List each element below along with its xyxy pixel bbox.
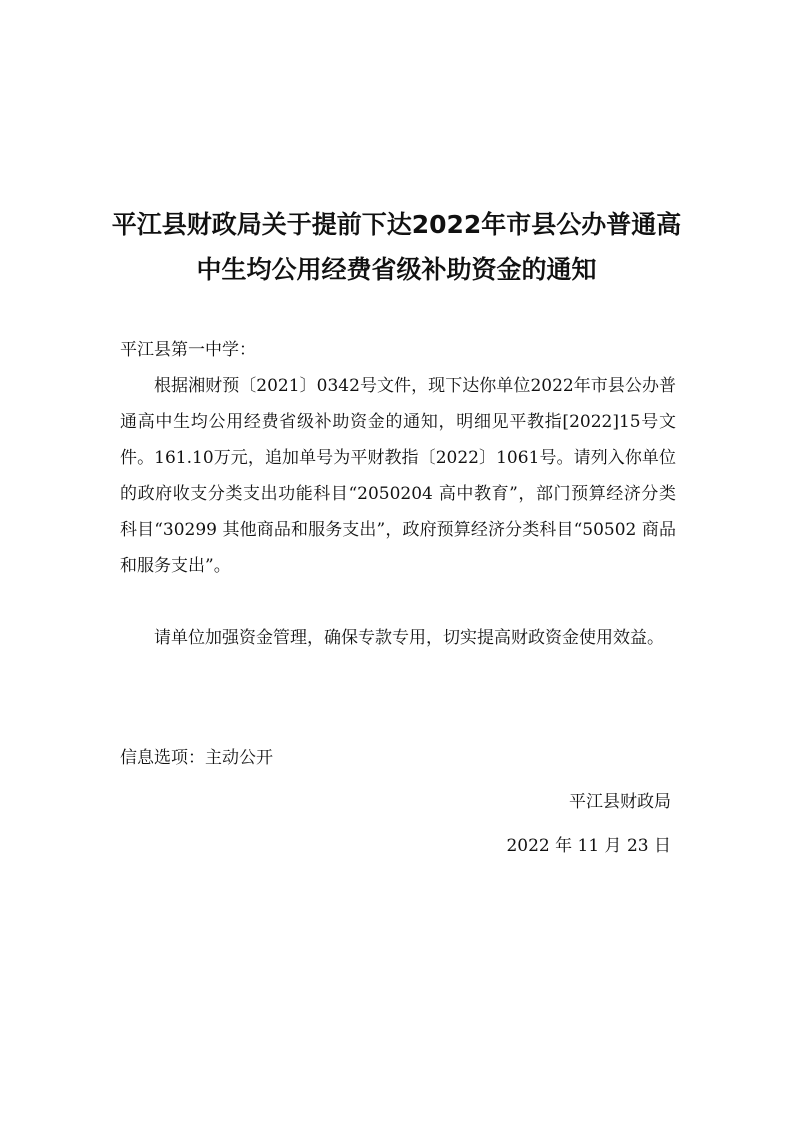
document-title-line-1: 平江县财政局关于提前下达2022年市县公办普通高 xyxy=(111,210,682,239)
addressee: 平江县第一中学： xyxy=(120,340,256,360)
disclosure-option: 信息选项：主动公开 xyxy=(120,748,273,768)
body-paragraph-management: 请单位加强资金管理，确保专款专用，切实提高财政资金使用效益。 xyxy=(154,628,664,648)
issue-date: 2022 年 11 月 23 日 xyxy=(506,836,671,856)
body-paragraph-funding: 根据湘财预〔2021〕0342号文件，现下达你单位2022年市县公办普通高中生均公用经费省级补助资金的通知，明细见平教指[2022]15号文件。161.10万元，追加单号为平财教指〔2022〕1061号。请列入你单位的政府收支分类支出功能科目“2050204 高中教育”，部门预算经济分类科目“30299 其他商品和服务支出”，政府预算经济分类科目“50502 商品和服务支出”。 xyxy=(120,376,676,576)
issuer-signature: 平江县财政局 xyxy=(569,792,671,812)
document-title-line-2: 中生均公用经费省级补助资金的通知 xyxy=(196,255,597,284)
